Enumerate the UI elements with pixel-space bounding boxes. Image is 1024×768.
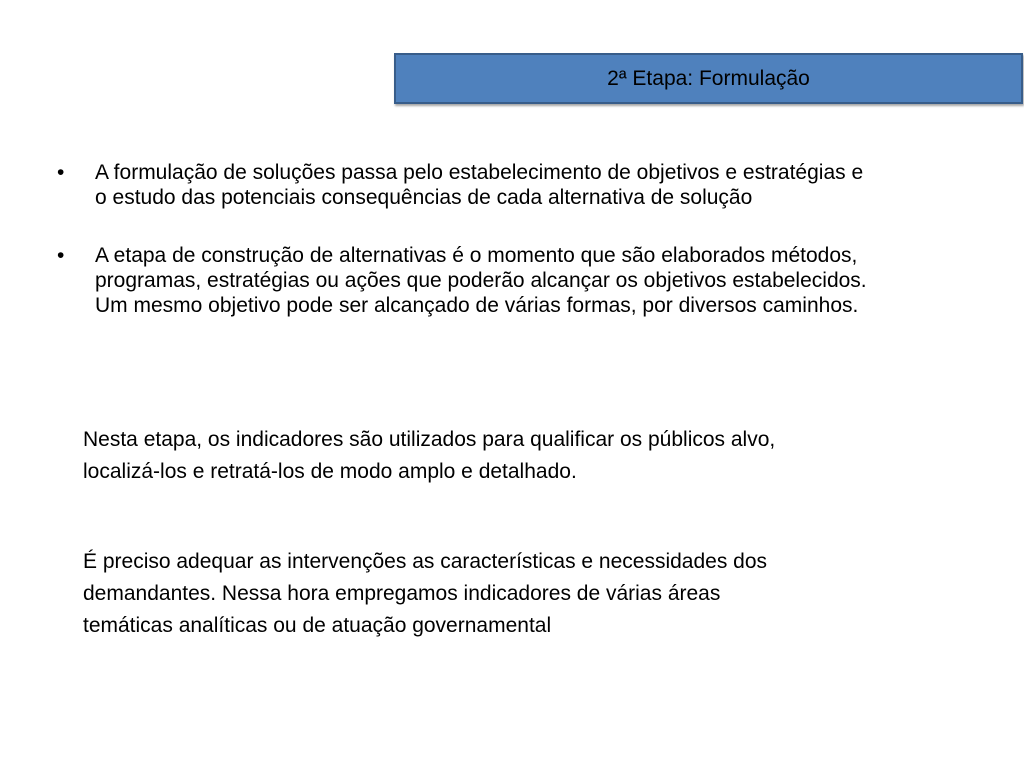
bullet-text: A formulação de soluções passa pelo estabelecimento de objetivos e estratégias e o estudo das potenciais consequências de cada alternativa de solução [95, 161, 864, 209]
bullet-marker: • [57, 244, 65, 267]
bullet-marker: • [57, 161, 65, 184]
title-banner [394, 53, 1023, 104]
slide-title: 2ª Etapa: Formulação [607, 66, 810, 90]
bullet-text: A etapa de construção de alternativas é o momento que são elaborados métodos, programas, estratégias ou ações que poderão alcançar os objetivos estabelecidos. Um mesmo objetivo pode ser alcançado de várias formas, por diversos caminhos. [95, 244, 867, 317]
bullet-item [57, 160, 877, 210]
bullet-list [57, 160, 877, 351]
paragraph-interventions: É preciso adequar as intervenções as características e necessidades dos demandantes. Nessa hora empregamos indicadores de várias áreas temáticas analíticas ou de atuação governamental [83, 550, 768, 637]
paragraph-indicators-usage: Nesta etapa, os indicadores são utilizados para qualificar os públicos alvo, localizá-los e retratá-los de modo amplo e detalhado. [83, 428, 776, 483]
bullet-item [57, 243, 877, 318]
